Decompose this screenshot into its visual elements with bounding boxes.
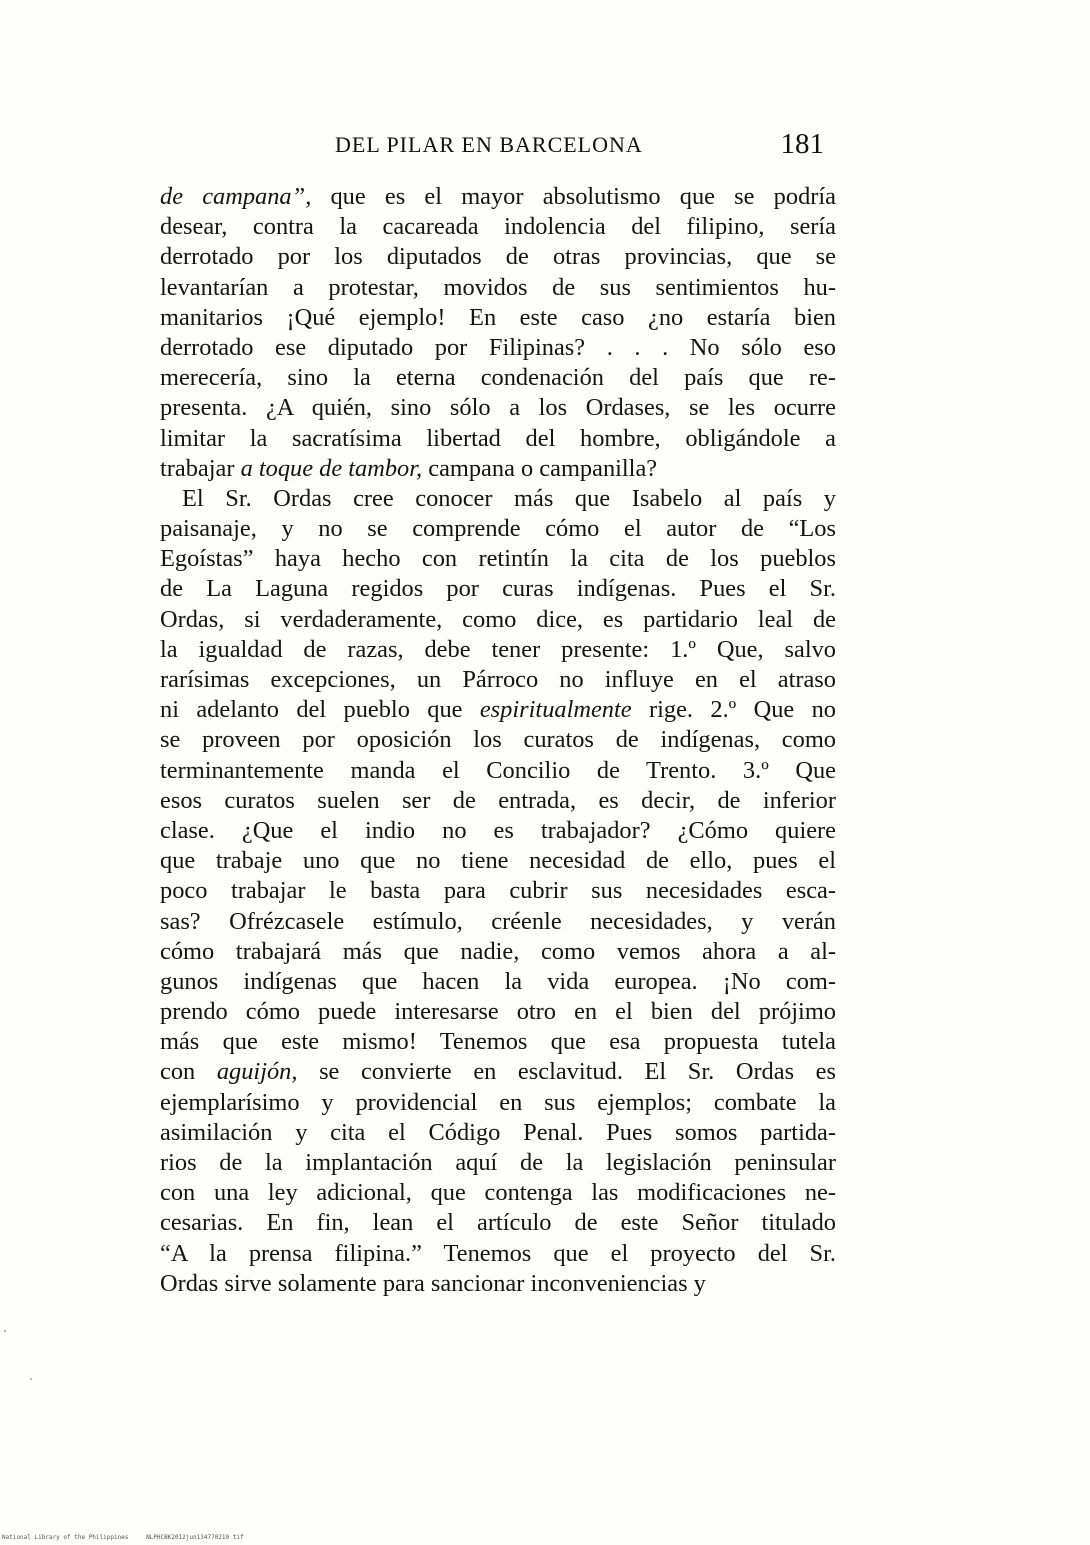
text-line [160,665,836,695]
text-line [160,273,836,303]
running-title: DEL PILAR EN BARCELONA [335,132,643,157]
italic-phrase: de campana”, [160,183,312,210]
text-line [160,997,836,1027]
text-segment: ejemplarísimo y providencial en sus ejemplos; combate la [160,1088,836,1116]
text-segment: ni adelanto del pueblo que [160,696,480,724]
text-segment: Ordas sirve solamente para sancionar inconveniencias y [160,1269,706,1297]
text-segment: “A la prensa filipina.” Tenemos que el proyecto del Sr. [160,1239,836,1267]
text-segment: rarísimas excepciones, un Párroco no influye en el atraso [160,666,836,693]
text-segment: con [160,1058,217,1086]
text-segment: más que este mismo! Tenemos que esa propuesta tutela [160,1028,836,1056]
body-text [160,182,836,1299]
text-segment: rios de la implantación aquí de la legislación peninsular [160,1149,836,1176]
text-line [160,212,836,242]
text-segment: poco trabajar le basta para cubrir sus necesidades esca- [160,877,836,905]
italic-phrase: espiritualmente [479,696,632,724]
text-line [160,1148,836,1178]
text-line [160,1057,836,1087]
text-segment: campana o campanilla? [422,454,658,482]
text-segment: paisanaje, y no se comprende cómo el autor de “Los [160,515,836,543]
text-segment: clase. ¿Que el indio no es trabajador? ¿Cómo quiere [160,816,836,844]
scan-footer [2,1534,258,1541]
text-line [160,1239,836,1269]
text-segment: cómo trabajará más que nadie, como vemos ahora a al- [160,937,836,965]
text-segment: cesarias. En fin, lean el artículo de este Señor titulado [160,1209,836,1237]
text-segment: El Sr. Ordas cree conocer más que Isabelo al país y [182,484,836,512]
text-line [160,1178,836,1208]
text-segment: gunos indígenas que hacen la vida europea. ¡No com- [160,967,836,995]
text-segment: que trabaje uno que no tiene necesidad de ello, pues el [160,847,836,875]
text-line [160,725,836,755]
text-segment: prendo cómo puede interesarse otro en el bien del prójimo [160,998,836,1026]
text-line [160,786,836,816]
text-segment: de La Laguna regidos por curas indígenas. Pues el Sr. [160,575,836,603]
text-line [160,635,836,665]
text-segment: trabajar [160,454,241,482]
text-line [160,424,836,454]
text-segment: merecería, sino la eterna condenación del país que re- [160,364,836,392]
text-segment: esos curatos suelen ser de entrada, es decir, de inferior [160,786,836,814]
text-line [160,514,836,544]
text-segment: terminantemente manda el Concilio de Trento. 3.º Que [160,756,836,784]
text-line [160,907,836,937]
text-line [160,937,836,967]
text-line [160,1208,836,1238]
text-line [160,242,836,272]
text-segment: se convierte en esclavitud. El Sr. Ordas es [297,1058,836,1086]
text-line [160,876,836,906]
text-segment: asimilación y cita el Código Penal. Pues somos partida- [160,1118,836,1146]
text-segment: derrotado por los diputados de otras provincias, que se [160,243,836,271]
text-segment: Egoístas” haya hecho con retintín la cita de los pueblos [160,545,836,573]
text-segment: que es el mayor absolutismo que se podría [311,183,836,210]
text-segment: desear, contra la cacareada indolencia del filipino, sería [160,213,836,241]
text-line [160,1027,836,1057]
text-line [160,756,836,786]
text-line [160,544,836,574]
text-segment: sas? Ofrézcasele estímulo, créenle necesidades, y verán [160,907,836,935]
text-line [160,363,836,393]
text-line [160,484,836,514]
text-segment: presenta. ¿A quién, sino sólo a los Ordases, se les ocurre [160,394,836,422]
text-line [160,393,836,423]
text-segment: manitarios ¡Qué ejemplo! En este caso ¿no estaría bien [160,303,836,331]
text-segment: con una ley adicional, que contenga las modificaciones ne- [160,1179,836,1207]
text-segment: la igualdad de razas, debe tener presente: 1.º Que, salvo [160,635,836,663]
text-line [160,182,836,212]
text-line [160,816,836,846]
text-line [160,1118,836,1148]
scan-speck [4,1330,6,1332]
text-line [160,1088,836,1118]
text-segment: derrotado ese diputado por Filipinas? . . . No sólo eso [160,333,836,361]
text-line [160,846,836,876]
page-header [160,120,840,170]
text-segment: se proveen por oposición los curatos de indígenas, como [160,726,836,754]
text-line [160,574,836,604]
library-credit: National Library of the Philippines [2,1534,129,1541]
text-segment: limitar la sacratísima libertad del hombre, obligándole a [160,424,836,452]
scan-identifier: NLPHCBK2012jun134770210 tif [146,1534,244,1541]
text-line [160,605,836,635]
italic-phrase: a toque de tambor, [240,454,423,482]
text-line [160,333,836,363]
text-segment: rige. 2.º Que no [631,696,836,724]
text-segment: Ordas, si verdaderamente, como dice, es partidario leal de [160,605,836,633]
text-line [160,303,836,333]
text-line [160,454,836,484]
scan-speck [30,1378,32,1380]
text-line [160,1269,836,1299]
page-number: 181 [780,128,824,160]
text-line [160,695,836,725]
text-line [160,967,836,997]
text-segment: levantarían a protestar, movidos de sus sentimientos hu- [160,273,836,301]
italic-phrase: aguijón, [216,1058,298,1086]
